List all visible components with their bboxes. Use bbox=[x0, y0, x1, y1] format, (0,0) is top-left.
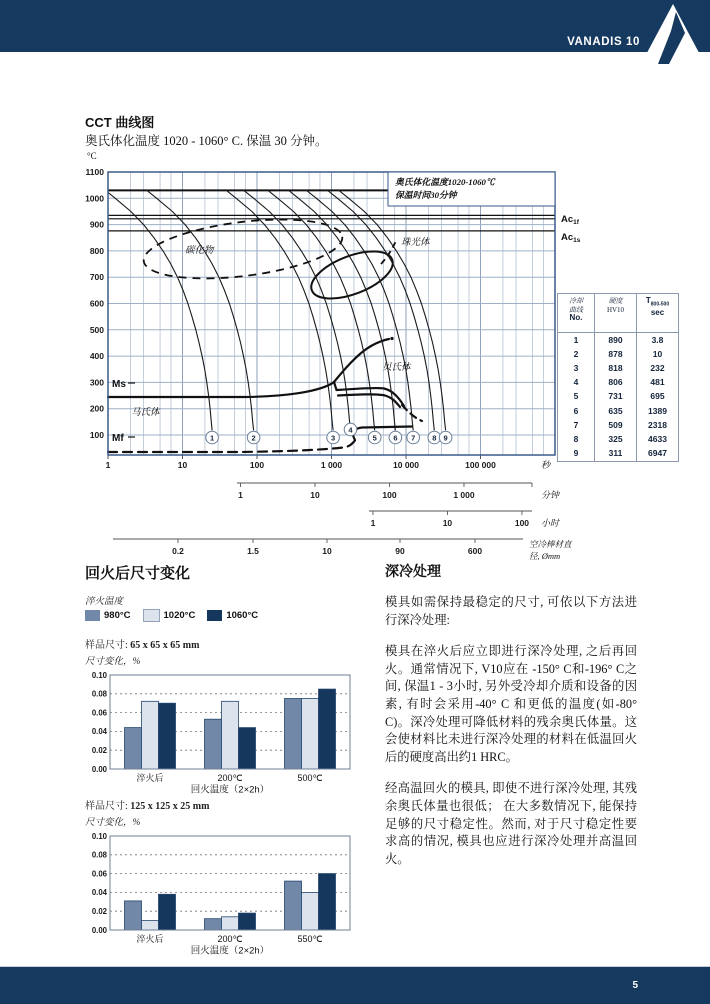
bar-category-label: 200℃ bbox=[217, 773, 243, 783]
hdr-text: 硬度 bbox=[608, 297, 623, 305]
col-header-t800-500 bbox=[637, 294, 678, 332]
minutes-axis bbox=[237, 483, 532, 487]
curve-no-value: 5 bbox=[573, 391, 579, 402]
bar-y-tick-label: 0.04 bbox=[91, 888, 107, 898]
bar-1020°C-淬火后 bbox=[142, 921, 159, 930]
bar-category-label: 淬火后 bbox=[136, 773, 164, 783]
deep-cold-paragraph: 经高温回火的模具, 即使不进行深冷处理, 其残余奥氏体量也很低； 在大多数情况下, 能保持足够的尺寸稳定性。然而, 对于尺寸稳定性要求高的情况, 模具也应进行深冷处理并高温回火。 bbox=[385, 781, 637, 866]
bar-980°C-200℃ bbox=[205, 719, 222, 769]
hdr-text: No. bbox=[569, 313, 583, 322]
bar-1020°C-淬火后 bbox=[142, 701, 159, 769]
bar-y-tick-label: 0.06 bbox=[91, 708, 107, 718]
legend-title: 淬火温度 bbox=[85, 597, 124, 607]
svg-text:5: 5 bbox=[372, 433, 377, 443]
seconds-tick-label: 1 000 bbox=[320, 460, 343, 470]
page-number: 5 bbox=[632, 980, 638, 991]
bainite-label: 贝氏体 bbox=[382, 363, 411, 373]
hardness-value: 325 bbox=[608, 434, 623, 445]
ac1s-label: $Ac_{1s}$ bbox=[561, 232, 581, 244]
legend-swatch-980 bbox=[85, 610, 100, 621]
note-line2: 保温时间30分钟 bbox=[395, 190, 457, 200]
col-header-hardness bbox=[595, 294, 637, 332]
bar-category-label: 500℃ bbox=[297, 773, 323, 783]
bar-y-tick-label: 0.02 bbox=[91, 746, 107, 755]
bar-1020°C-200℃ bbox=[222, 701, 239, 769]
svg-text:8: 8 bbox=[432, 433, 437, 443]
bar-y-tick-label: 0.06 bbox=[91, 869, 107, 879]
pearlite-label: 珠光体 bbox=[401, 238, 430, 248]
minutes-tick-label: 1 000 bbox=[453, 490, 475, 500]
minutes-tick-label: 100 bbox=[382, 490, 397, 500]
legend-label-980: 980°C bbox=[104, 610, 131, 621]
hdr-text: HV10 bbox=[606, 305, 625, 314]
bar-chart-65mm bbox=[85, 666, 355, 794]
cooling-curve-1 bbox=[105, 190, 212, 430]
bar-y-tick-label: 0.08 bbox=[91, 850, 107, 860]
t800-500-column bbox=[637, 333, 678, 461]
diameter-unit-line1: 空冷棒材直 bbox=[529, 539, 572, 549]
y-tick-label: 900 bbox=[89, 219, 104, 230]
y-tick-label: 300 bbox=[89, 377, 104, 388]
bar-980°C-200℃ bbox=[205, 919, 222, 930]
bar-980°C-500℃ bbox=[285, 699, 302, 770]
bar-980°C-淬火后 bbox=[125, 728, 142, 769]
hardness-value: 635 bbox=[608, 405, 623, 416]
y-tick-label: 700 bbox=[89, 272, 104, 283]
temper65-svg bbox=[85, 666, 355, 794]
minutes-tick-label: 1 bbox=[238, 490, 243, 500]
bar-1060°C-500℃ bbox=[319, 689, 336, 769]
ac1f-label: $Ac_{1f}$ bbox=[561, 214, 579, 226]
hours-axis bbox=[369, 511, 532, 515]
diameter-axis bbox=[113, 539, 523, 543]
svg-text:9: 9 bbox=[443, 433, 448, 443]
col-header-curve-no bbox=[558, 294, 595, 332]
t800-500-value: 695 bbox=[650, 391, 665, 402]
curve-no-value: 3 bbox=[573, 363, 579, 374]
sample-size-1 bbox=[85, 636, 199, 651]
mf-label: Mf bbox=[112, 433, 124, 444]
sample-size-value: 125 x 125 x 25 mm bbox=[130, 801, 210, 812]
diameter-tick-label: 90 bbox=[395, 546, 405, 556]
curve-no-value: 6 bbox=[573, 405, 579, 416]
t800-500-value: 3.8 bbox=[651, 334, 664, 345]
curve-no-value: 7 bbox=[573, 419, 579, 430]
y-tick-label: 1000 bbox=[85, 193, 104, 204]
bar-1060°C-550℃ bbox=[319, 874, 336, 930]
bar-y-tick-label: 0.10 bbox=[91, 670, 107, 680]
diameter-tick-label: 0.2 bbox=[172, 546, 184, 556]
curve-number-5 bbox=[368, 431, 381, 444]
hardness-column bbox=[595, 333, 637, 461]
curve-no-value: 9 bbox=[573, 448, 579, 459]
curve-no-column bbox=[558, 333, 595, 461]
curve-no-value: 8 bbox=[573, 434, 579, 445]
t800-500-value: 4633 bbox=[648, 434, 667, 445]
hours-tick-label: 1 bbox=[370, 518, 376, 528]
bar-1060°C-200℃ bbox=[239, 913, 256, 930]
t800-500-value: 10 bbox=[652, 348, 663, 359]
bar-category-label: 200℃ bbox=[217, 934, 243, 944]
y-tick-label: 800 bbox=[89, 245, 104, 256]
bar-y-tick-label: 0.02 bbox=[91, 907, 107, 916]
deep-cold-title: 深冷处理 bbox=[385, 563, 441, 579]
hardness-value: 818 bbox=[608, 363, 623, 374]
seconds-unit: 秒 bbox=[541, 460, 551, 470]
cooling-curve-2 bbox=[146, 190, 253, 430]
bar-category-label: 550℃ bbox=[297, 934, 323, 944]
bar-y-tick-label: 0.04 bbox=[91, 727, 107, 737]
sample-size-value: 65 x 65 x 65 mm bbox=[130, 640, 200, 651]
temper125-svg bbox=[85, 827, 355, 955]
bar-y-tick-label: 0.08 bbox=[91, 689, 107, 699]
cct-title: CCT 曲线图 bbox=[85, 115, 155, 130]
t800-500-value: 1389 bbox=[648, 405, 667, 416]
svg-text:7: 7 bbox=[411, 433, 416, 443]
hardness-value: 806 bbox=[608, 377, 623, 388]
curve-no-value: 2 bbox=[573, 348, 579, 359]
t800-500-value: 232 bbox=[650, 363, 665, 374]
deep-cold-section bbox=[385, 561, 637, 882]
hours-tick-label: 10 bbox=[442, 518, 453, 528]
diameter-tick-label: 10 bbox=[322, 546, 332, 556]
tempering-title: 回火后尺寸变化 bbox=[85, 565, 191, 582]
bar-y-tick-label: 0.00 bbox=[91, 764, 107, 774]
y-tick-label: 100 bbox=[89, 430, 104, 440]
hdr-text: $T_{800-500}$ bbox=[645, 296, 670, 308]
bar-xlabel: 回火温度（2×2h） bbox=[190, 784, 270, 794]
bar-1020°C-200℃ bbox=[222, 917, 239, 930]
footer-bar bbox=[0, 966, 710, 1004]
quench-temp-legend bbox=[85, 609, 270, 622]
hardness-value: 731 bbox=[608, 391, 623, 402]
bar-1060°C-淬火后 bbox=[159, 894, 176, 930]
curve-number-1 bbox=[206, 431, 219, 444]
curve-no-value: 4 bbox=[573, 377, 579, 388]
sample-size-2 bbox=[85, 797, 209, 812]
sample-size-label: 样品尺寸: bbox=[85, 801, 128, 812]
deep-cold-paragraph: 模具如需保持最稳定的尺寸, 可依以下方法进行深冷处理: bbox=[385, 595, 637, 627]
cct-subtitle: 奥氏体化温度 1020 - 1060° C. 保温 30 分钟。 bbox=[85, 134, 328, 148]
bar-chart-125mm bbox=[85, 827, 355, 955]
bar-y-tick-label: 0.10 bbox=[91, 831, 107, 841]
svg-text:1: 1 bbox=[210, 433, 215, 443]
hardness-value: 878 bbox=[608, 348, 623, 359]
seconds-tick-label: 10 000 bbox=[393, 460, 419, 470]
hours-unit: 小时 bbox=[541, 518, 560, 528]
y-tick-label: 500 bbox=[89, 324, 104, 335]
svg-text:6: 6 bbox=[393, 433, 398, 443]
curve-no-value: 1 bbox=[573, 334, 579, 345]
curve-number-8 bbox=[428, 431, 441, 444]
seconds-tick-label: 1 bbox=[105, 460, 111, 470]
hardness-value: 890 bbox=[608, 334, 623, 345]
diameter-unit-line2: 径, Ømm bbox=[529, 551, 561, 561]
hdr-text: 冷却 bbox=[569, 297, 583, 305]
bar-1060°C-淬火后 bbox=[159, 703, 176, 769]
legend-label-1060: 1060°C bbox=[226, 610, 259, 621]
bar-1060°C-200℃ bbox=[239, 728, 256, 769]
curve-number-3 bbox=[327, 431, 340, 444]
y-tick-label: 200 bbox=[89, 403, 104, 414]
curve-number-6 bbox=[389, 431, 402, 444]
hardness-value: 311 bbox=[608, 448, 623, 459]
minutes-unit: 分钟 bbox=[541, 490, 560, 500]
hdr-text: 曲线 bbox=[569, 305, 583, 314]
ms-label: Ms bbox=[112, 379, 126, 390]
y-tick-label: 600 bbox=[89, 298, 104, 309]
bar2-ylabel: 尺寸变化，% bbox=[85, 818, 141, 828]
sample-size-label: 样品尺寸: bbox=[85, 640, 128, 651]
t800-500-value: 2318 bbox=[648, 419, 667, 430]
t800-500-value: 6947 bbox=[648, 448, 667, 459]
curve-number-2 bbox=[247, 431, 260, 444]
curve-number-4 bbox=[344, 423, 357, 436]
seconds-tick-label: 100 000 bbox=[465, 460, 496, 470]
svg-text:4: 4 bbox=[348, 425, 353, 435]
cct-table-body bbox=[558, 333, 678, 461]
bar-1020°C-550℃ bbox=[302, 892, 319, 930]
carbide-label: 碳化物 bbox=[185, 246, 214, 256]
curve-number-7 bbox=[407, 431, 420, 444]
pearlite-region-outline bbox=[305, 242, 399, 308]
bar-category-label: 淬火后 bbox=[136, 934, 164, 944]
t800-500-value: 481 bbox=[650, 377, 665, 388]
seconds-tick-label: 100 bbox=[249, 460, 265, 470]
cct-table-header bbox=[558, 294, 678, 333]
bar1-ylabel: 尺寸变化，% bbox=[85, 657, 141, 667]
svg-text:2: 2 bbox=[251, 433, 256, 443]
diameter-tick-label: 1.5 bbox=[247, 546, 259, 556]
minutes-tick-label: 10 bbox=[310, 490, 320, 500]
cct-data-table bbox=[557, 293, 679, 462]
y-tick-label: 1100 bbox=[85, 167, 104, 177]
uddeholm-logo-icon bbox=[630, 2, 706, 64]
note-line1: 奥氏体化温度1020-1060℃ bbox=[395, 177, 495, 187]
brand-title: VANADIS 10 bbox=[567, 36, 640, 48]
seconds-tick-label: 10 bbox=[177, 460, 188, 470]
legend-swatch-1020 bbox=[143, 609, 160, 622]
martensite-label: 马氏体 bbox=[131, 408, 160, 418]
deep-cold-paragraph: 模具在淬火后应立即进行深冷处理, 之后再回火。通常情况下, V10应在 -150° C和-196° C之间, 保温1 - 3小时, 另外受冷却介质和设备的因素, 有时会采用-40° C 和更低的温度(如-80° C)。深冷处理可降低材料的残余奥氏体量。这会使材料比未进行深冷处理的材料在低温回火后的硬度高出约1 HRC。 bbox=[385, 644, 637, 764]
legend-swatch-1060 bbox=[207, 610, 222, 621]
bar-xlabel: 回火温度（2×2h） bbox=[190, 945, 270, 955]
diameter-tick-label: 600 bbox=[467, 546, 483, 556]
hours-tick-label: 100 bbox=[514, 518, 530, 528]
legend-label-1020: 1020°C bbox=[163, 610, 196, 621]
hdr-text: sec bbox=[650, 308, 665, 318]
hardness-value: 509 bbox=[608, 419, 623, 430]
bar-980°C-550℃ bbox=[285, 881, 302, 930]
svg-text:3: 3 bbox=[331, 433, 336, 443]
curve-number-9 bbox=[439, 431, 452, 444]
bar-y-tick-label: 0.00 bbox=[91, 925, 107, 935]
bar-1020°C-500℃ bbox=[302, 699, 319, 770]
bar-980°C-淬火后 bbox=[125, 901, 142, 930]
cct-y-unit: °C bbox=[87, 151, 97, 161]
austenitizing-note-box bbox=[388, 172, 555, 206]
y-tick-label: 400 bbox=[89, 351, 104, 362]
